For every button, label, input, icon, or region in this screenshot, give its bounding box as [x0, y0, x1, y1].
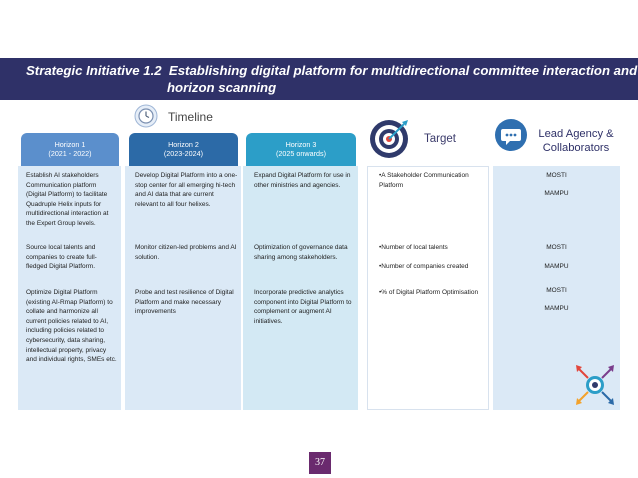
banner-initiative-number: Strategic Initiative 1.2 [26, 63, 162, 78]
initiative-banner [0, 58, 638, 100]
horizon-title: Horizon 3 [285, 140, 317, 149]
row3-agency-2: MAMPU [544, 305, 569, 312]
chat-icon [494, 118, 528, 152]
row2-horizon2-text: Monitor citizen-led problems and AI solution. [135, 244, 237, 261]
row1-agency-2: MAMPU [544, 190, 569, 197]
row1-horizon1-text: Establish AI stakeholders Communication platform (Digital Platform) to facilitate Quadruple Helix inputs for multidirectional interaction at the Expert Group levels. [26, 172, 109, 227]
lead-agency-line1: Lead Agency & [538, 128, 614, 140]
target-icon [368, 118, 410, 160]
row2-target-1: • Number of local talents [379, 243, 487, 253]
row3-horizon2-text: Probe and test resilience of Digital Platform and make necessary improvements [135, 289, 234, 316]
row3-target-1: • % of Digital Platform Optimisation [379, 288, 487, 298]
row3-horizon3-text: Incorporate predictive analytics component into Digital Platform to complement or augment AI initiatives. [254, 289, 352, 325]
row3-agency-1: MOSTI [546, 287, 567, 294]
page-number-badge: 37 [309, 452, 331, 474]
horizon-3-header [246, 133, 356, 166]
horizon-range: (2025 onwards) [276, 149, 326, 158]
lead-agency-header [530, 127, 622, 155]
timeline-label: Timeline [168, 110, 213, 124]
horizon-range: (2023-2024) [163, 149, 204, 158]
row2-target-2: • Number of companies created [379, 262, 487, 272]
clock-icon [134, 104, 158, 128]
horizon-title: Horizon 2 [168, 140, 199, 149]
target-header-label: Target [424, 133, 456, 145]
decorative-target-arrows-icon [574, 364, 616, 406]
horizon-title: Horizon 1 [54, 140, 86, 149]
row3-horizon1-text: Optimize Digital Platform (existing AI-Rmap Platform) to collate and harmonize all current policies related to AI, including policies related to cybersecurity, data sharing, intellectual property, privacy and individual rights, SMEs etc. [26, 289, 117, 364]
row1-agency-1: MOSTI [546, 172, 567, 179]
row1-horizon2-text: Develop Digital Platform into a one-stop center for all emerging hi-tech and AI data that are current relevant to all four helixes. [135, 172, 238, 208]
row1-horizon3-text: Expand Digital Platform for use in other ministries and agencies. [254, 172, 351, 189]
banner-initiative-title-line2: horizon scanning [167, 80, 277, 95]
horizon-range: (2021 - 2022) [48, 149, 92, 158]
horizon-1-header [21, 133, 119, 166]
row2-agency-1: MOSTI [546, 244, 567, 251]
row2-horizon3-text: Optimization of governance data sharing among stakeholders. [254, 244, 348, 261]
row1-target-1: • A Stakeholder Communication Platform [379, 171, 487, 190]
horizon-2-header [129, 133, 238, 166]
banner-initiative-title: Establishing digital platform for multidirectional committee interaction and [168, 63, 638, 78]
row2-horizon1-text: Source local talents and companies to create full-fledged Digital Platform. [26, 244, 97, 271]
lead-agency-line2: Collaborators [542, 142, 610, 154]
row2-agency-2: MAMPU [544, 263, 569, 270]
